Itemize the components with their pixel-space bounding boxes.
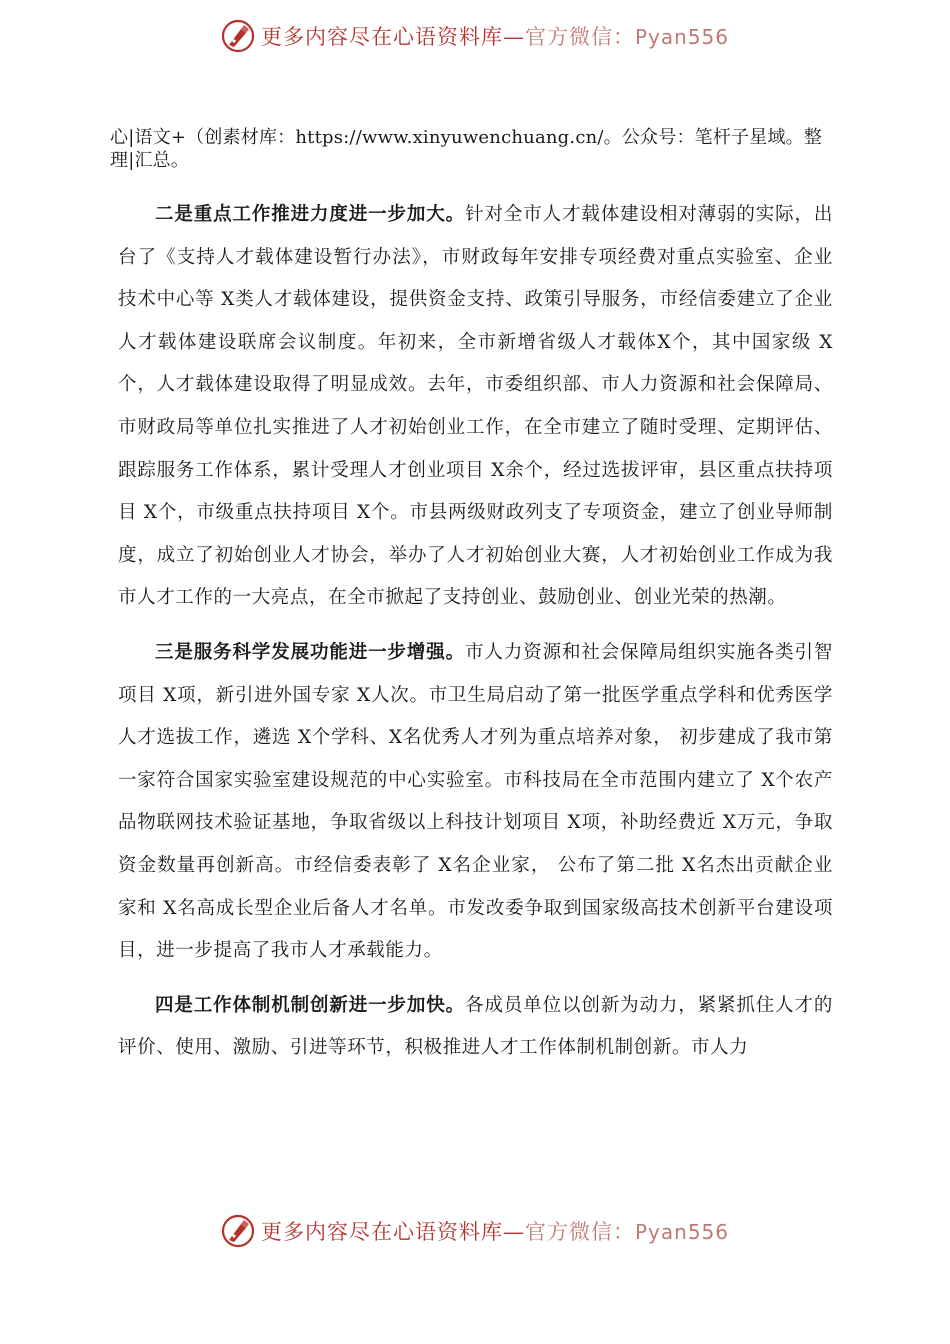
banner-separator: — [502, 1220, 525, 1244]
source-line: 心|语文+（创素材库：https://www.xinyuwenchuang.cn/。公众号：笔杆子星域。整理|汇总。 [110, 127, 823, 171]
banner-content [221, 1214, 729, 1248]
banner-separator: — [502, 25, 525, 49]
document-body [110, 126, 840, 1072]
paragraph-2 [110, 194, 833, 620]
paragraph-lead: 三是服务科学发展功能进一步增强。 [155, 641, 466, 663]
banner-text [261, 21, 729, 51]
banner-content [221, 19, 729, 53]
paragraph-lead: 四是工作体制机制创新进一步加快。 [155, 994, 466, 1016]
pen-logo-icon [221, 19, 255, 53]
header-banner [0, 16, 950, 56]
footer-banner [0, 1211, 950, 1251]
paragraph-3 [110, 632, 833, 973]
paragraph-4 [110, 985, 833, 1070]
pen-logo-icon [221, 1214, 255, 1248]
paragraph-lead: 二是重点工作推进力度进一步加大。 [155, 204, 466, 225]
banner-main-text: 更多内容尽在心语资料库 [260, 1220, 503, 1244]
banner-wechat-label: 官方微信： [524, 25, 635, 49]
paragraph-body: 市人力资源和社会保障局组织实施各类引智项目 X项，新引进外国专家 X人次。市卫生局启动了第一批医学重点学科和优秀医学人才选拔工作，遴选 X个学科、X名优秀人才列为重点培养对象， 初步建成了我市第一家符合国家实验室建设规范的中心实验室。市科技局在全市范围内建立了 X个农产品物联网技术验证基地，争取省级以上科技计划项目 X项，补助经费近 X万元，争取资金数量再创新高。市经信委表彰了 X名企业家， 公布了第二批 X名杰出贡献企业家和 X名高成长型企业后备人才名单。市发改委争取到国家级高技术创新平台建设项目，进一步提高了我市人才承载能力。 [118, 641, 834, 962]
banner-wechat-id: Pyan556 [634, 25, 729, 49]
banner-wechat-id: Pyan556 [634, 1220, 729, 1244]
paragraph-body: 各成员单位以创新为动力，紧紧抓住人才的评价、使用、激励、引进等环节，积极推进人才工作体制机制创新。市人力 [118, 994, 834, 1059]
banner-main-text: 更多内容尽在心语资料库 [260, 25, 503, 49]
banner-wechat-label: 官方微信： [524, 1220, 635, 1244]
paragraph-body: 针对全市人才载体建设相对薄弱的实际，出台了《支持人才载体建设暂行办法》，市财政每年安排专项经费对重点实验室、企业技术中心等 X类人才载体建设，提供资金支持、政策引导服务，市经信委建立了企业人才载体建设联席会议制度。年初来，全市新增省级人才载体X个，其中国家级 X个，人才载体建设取得了明显成效。去年，市委组织部、市人力资源和社会保障局、市财政局等单位扎实推进了人才初始创业工作，在全市建立了随时受理、定期评估、跟踪服务工作体系，累计受理人才创业项目 X余个，经过选拔评审，县区重点扶持项目 X个，市级重点扶持项目 X个。市县两级财政列支了专项资金，建立了创业导师制度，成立了初始创业人才协会，举办了人才初始创业大赛，人才初始创业工作成为我市人才工作的一大亮点，在全市掀起了支持创业、鼓励创业、创业光荣的热潮。 [118, 204, 834, 609]
banner-text [261, 1216, 729, 1246]
